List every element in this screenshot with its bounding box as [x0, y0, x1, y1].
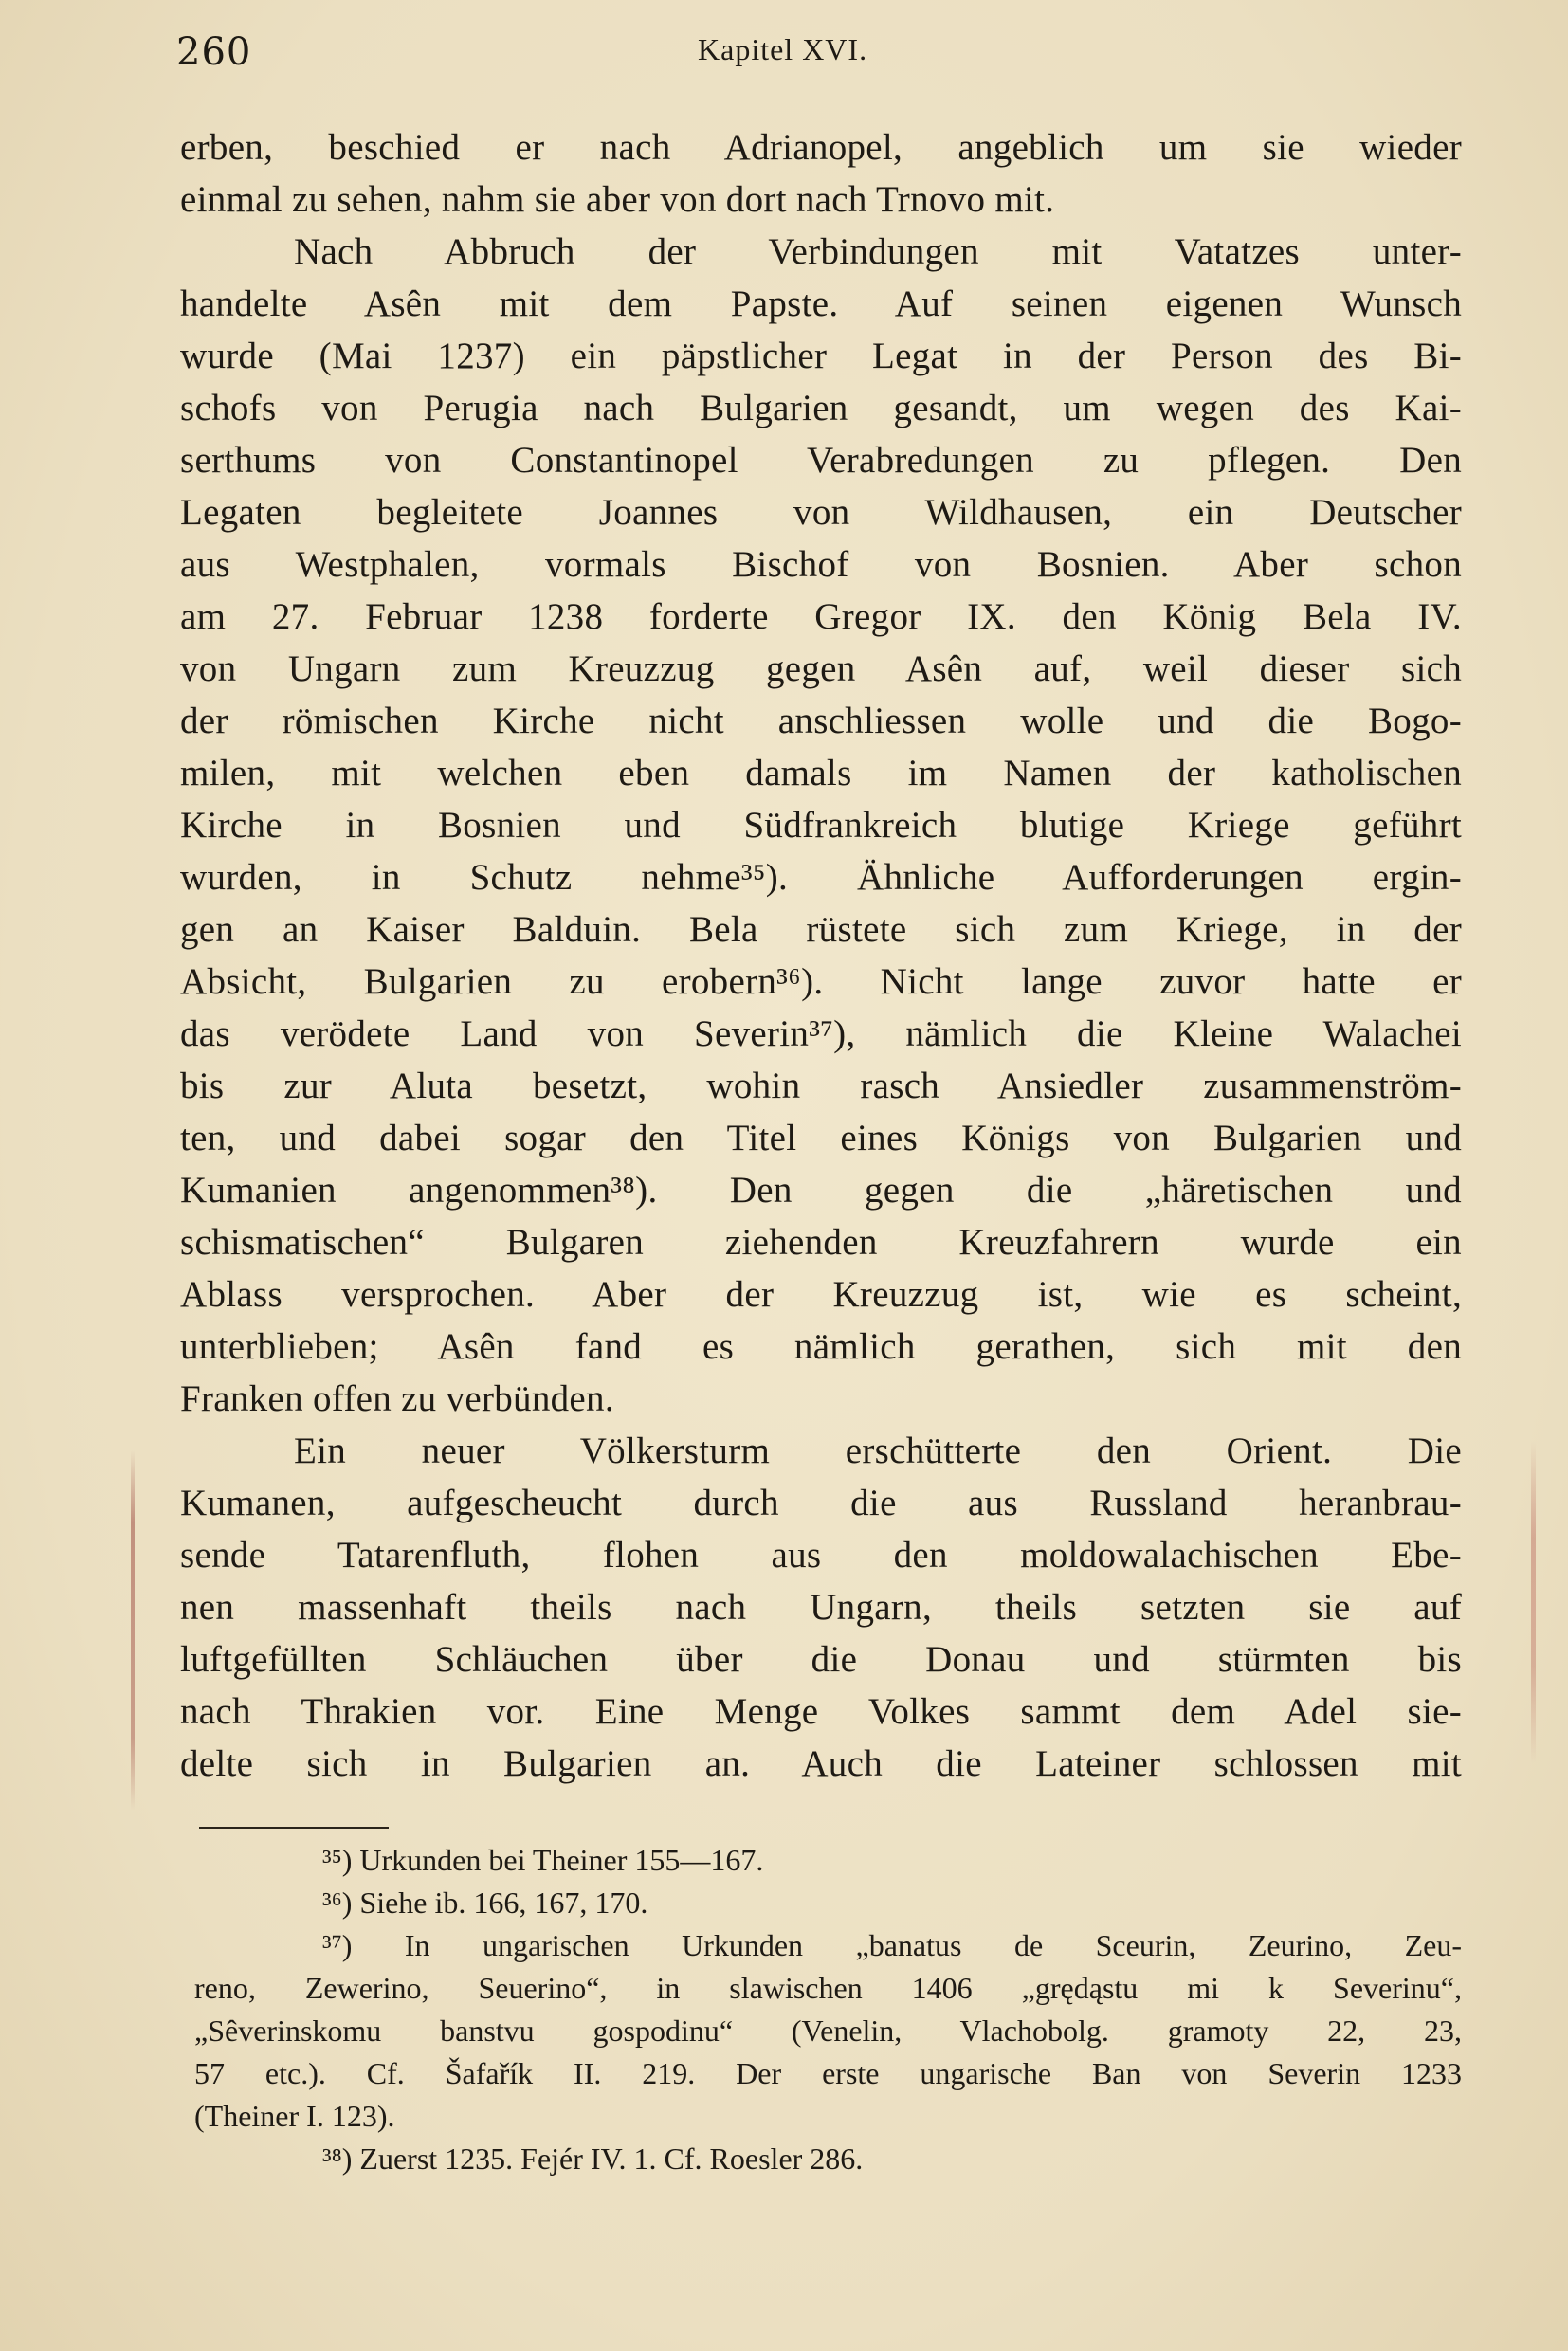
text-line: das verödete Land von Severin³⁷), nämlich die Kleine Walachei [180, 1013, 1462, 1054]
text-line: nach Thrakien vor. Eine Menge Volkes sammt dem Adel sie- [180, 1691, 1462, 1732]
footnote-line: ³⁶) Siehe ib. 166, 167, 170. [322, 1886, 648, 1920]
text-line: Franken offen zu verbünden. [180, 1378, 614, 1419]
footnotes [194, 1839, 1462, 2180]
text-line: gen an Kaiser Balduin. Bela rüstete sich zum Kriege, in der [180, 909, 1462, 950]
text-line: luftgefüllten Schläuchen über die Donau und stürmten bis [180, 1639, 1462, 1680]
page-number: 260 [176, 30, 252, 74]
text-line: wurde (Mai 1237) ein päpstlicher Legat in der Person des Bi- [180, 336, 1462, 376]
text-line: serthums von Constantinopel Verabredungen zu pflegen. Den [180, 440, 1462, 481]
text-line: nen massenhaft theils nach Ungarn, theils setzten sie auf [180, 1587, 1462, 1628]
footnote-line: reno, Zewerino, Seuerino“, in slawischen 1406 „grędąstu mi k Severinu“, [194, 1971, 1462, 2005]
text-line: erben, beschied er nach Adrianopel, angeblich um sie wieder [180, 127, 1462, 168]
text-line: ten, und dabei sogar den Titel eines Königs von Bulgarien und [180, 1118, 1462, 1158]
text-line: bis zur Aluta besetzt, wohin rasch Ansiedler zusammenström- [180, 1066, 1462, 1106]
running-head: Kapitel XVI. [698, 32, 868, 66]
text-line: delte sich in Bulgarien an. Auch die Lateiner schlossen mit [180, 1743, 1462, 1784]
text-line: einmal zu sehen, nahm sie aber von dort nach Trnovo mit. [180, 179, 1055, 220]
text-line: schofs von Perugia nach Bulgarien gesandt, um wegen des Kai- [180, 388, 1462, 428]
text-line: Ein neuer Völkersturm erschütterte den Orient. Die [294, 1431, 1462, 1471]
text-line: Absicht, Bulgarien zu erobern³⁶). Nicht lange zuvor hatte er [180, 961, 1462, 1002]
footnote-line: ³⁷) In ungarischen Urkunden „banatus de Sceurin, Zeurino, Zeu- [322, 1928, 1462, 1962]
text-line: Ablass versprochen. Aber der Kreuzzug ist, wie es scheint, [180, 1274, 1462, 1315]
footnote-line: (Theiner I. 123). [194, 2099, 395, 2133]
text-line: Nach Abbruch der Verbindungen mit Vatatzes unter- [294, 231, 1462, 272]
text-line: schismatischen“ Bulgaren ziehenden Kreuzfahrern wurde ein [180, 1222, 1462, 1263]
text-line: handelte Asên mit dem Papste. Auf seinen eigenen Wunsch [180, 283, 1462, 324]
text-line: wurden, in Schutz nehme³⁵). Ähnliche Aufforderungen ergin- [180, 857, 1462, 898]
footnote-divider [199, 1827, 389, 1829]
footnote-line: ³⁵) Urkunden bei Theiner 155—167. [322, 1843, 764, 1877]
text-line: sende Tatarenfluth, flohen aus den moldowalachischen Ebe- [180, 1535, 1462, 1576]
text-line: Legaten begleitete Joannes von Wildhausen, ein Deutscher [180, 492, 1462, 533]
text-line: der römischen Kirche nicht anschliessen wolle und die Bogo- [180, 701, 1462, 741]
footnote-line: ³⁸) Zuerst 1235. Fejér IV. 1. Cf. Roesler 286. [322, 2141, 864, 2176]
text-line: von Ungarn zum Kreuzzug gegen Asên auf, weil dieser sich [180, 648, 1462, 689]
footnote-line: „Sêverinskomu banstvu gospodinu“ (Venelin, Vlachobolg. gramoty 22, 23, [194, 2014, 1462, 2048]
text-line: Kumanien angenommen³⁸). Den gegen die „häretischen und [180, 1170, 1462, 1211]
text-line: Kumanen, aufgescheucht durch die aus Russland heranbrau- [180, 1483, 1462, 1523]
text-line: unterblieben; Asên fand es nämlich gerathen, sich mit den [180, 1326, 1462, 1367]
text-line: milen, mit welchen eben damals im Namen der katholischen [180, 753, 1462, 793]
margin-pencil-mark [131, 1450, 135, 1811]
margin-pencil-mark [1531, 1441, 1536, 1763]
text-line: am 27. Februar 1238 forderte Gregor IX. den König Bela IV. [180, 596, 1462, 637]
text-line: aus Westphalen, vormals Bischof von Bosnien. Aber schon [180, 544, 1462, 585]
page-header [176, 30, 1462, 87]
text-line: Kirche in Bosnien und Südfrankreich blutige Kriege geführt [180, 805, 1462, 846]
footnote-line: 57 etc.). Cf. Šafařík II. 219. Der erste ungarische Ban von Severin 1233 [194, 2056, 1462, 2090]
body-text [180, 121, 1462, 1790]
